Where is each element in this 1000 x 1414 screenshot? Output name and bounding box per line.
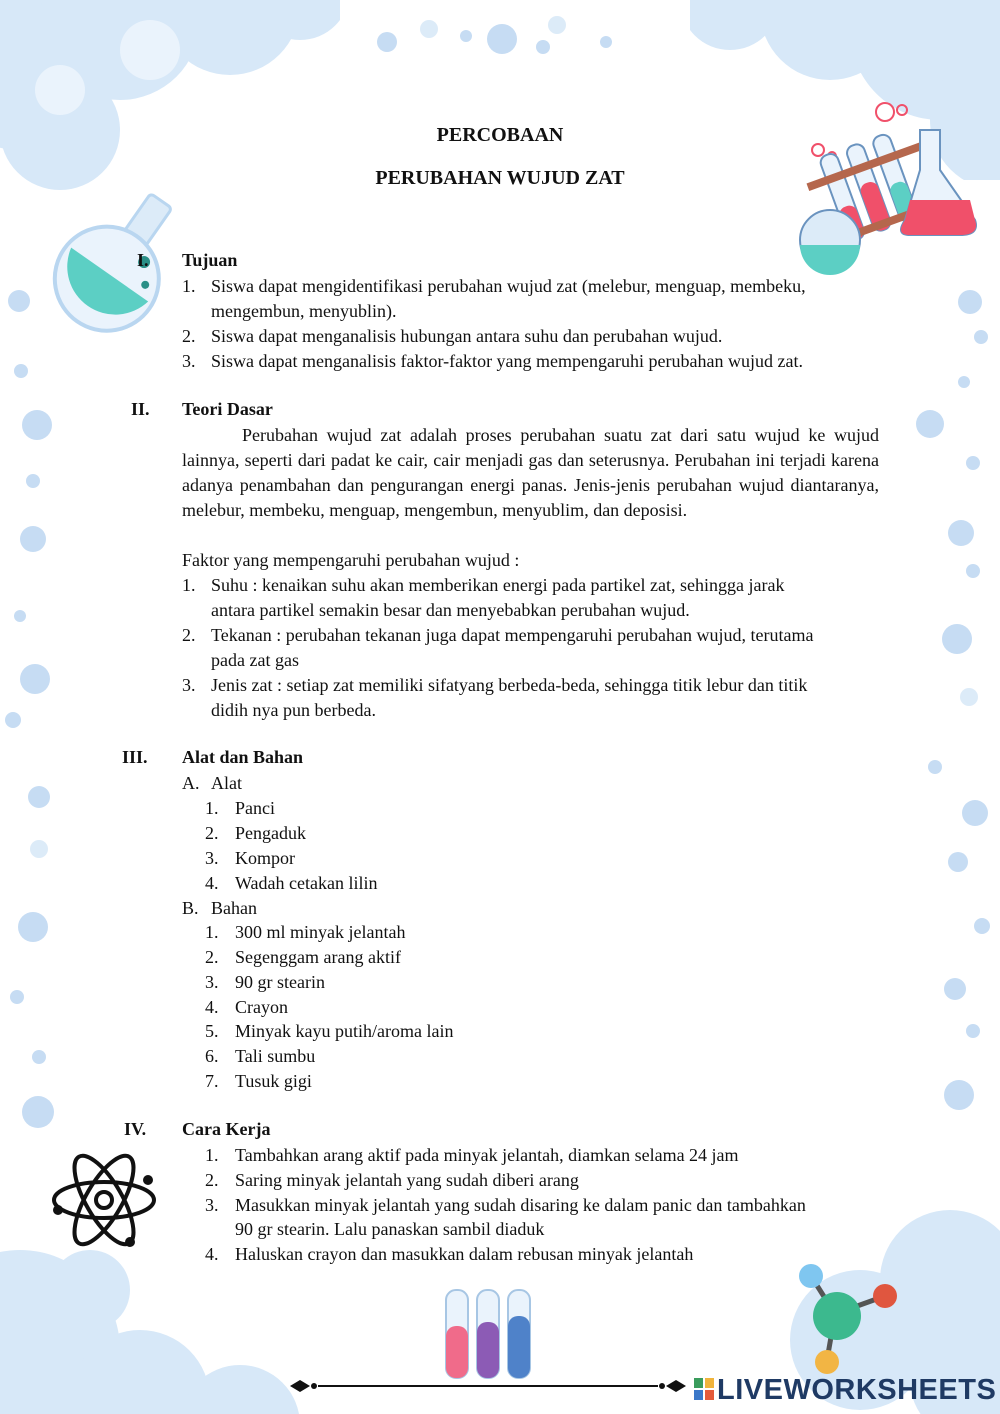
list-number: 6. bbox=[205, 1046, 219, 1066]
list-item: Siswa dapat mengidentifikasi perubahan wujud zat (melebur, menguap, membeku, bbox=[211, 276, 806, 296]
list-item: Tali sumbu bbox=[235, 1046, 316, 1066]
list-number: 2. bbox=[205, 947, 219, 967]
list-item: Suhu : kenaikan suhu akan memberikan energi pada partikel zat, sehingga jarak bbox=[211, 575, 785, 595]
document-title: PERCOBAAN bbox=[436, 124, 564, 146]
list-number: 3. bbox=[205, 1195, 219, 1215]
list-item: antara partikel semakin besar dan menyebabkan perubahan wujud. bbox=[211, 600, 690, 620]
list-number: 2. bbox=[205, 823, 219, 843]
subsection-label-alat: Alat bbox=[211, 773, 242, 793]
list-item: Kompor bbox=[235, 848, 295, 868]
list-number: 3. bbox=[205, 848, 219, 868]
document-subtitle: PERUBAHAN WUJUD ZAT bbox=[375, 167, 625, 189]
list-number: 2. bbox=[182, 326, 196, 346]
list-number: 4. bbox=[205, 997, 219, 1017]
list-number: 1. bbox=[205, 922, 219, 942]
list-number: 3. bbox=[182, 351, 196, 371]
atom-illustration bbox=[48, 1140, 160, 1260]
teori-paragraph: Perubahan wujud zat adalah proses perubahan suatu zat dari satu wujud ke wujud lainnya, seperti dari padat ke cair, cair menjadi gas dan seterusnya. Perubahan ini terjadi karena adanya penambahan dan pengurangan energi panas. Jenis-jenis perubahan wujud diantaranya, melebur, membeku, menguap, mengembun, menyublim, dan deposisi. bbox=[182, 425, 879, 520]
list-item: 300 ml minyak jelantah bbox=[235, 922, 406, 942]
section-heading-alat-bahan: Alat dan Bahan bbox=[182, 747, 304, 767]
list-item: Panci bbox=[235, 798, 275, 818]
list-item: Siswa dapat menganalisis faktor-faktor yang mempengaruhi perubahan wujud zat. bbox=[211, 351, 803, 371]
list-item: Segenggam arang aktif bbox=[235, 947, 401, 967]
section-number-iii: III. bbox=[122, 747, 148, 767]
section-heading-tujuan: Tujuan bbox=[182, 250, 238, 270]
list-item: Tambahkan arang aktif pada minyak jelantah, diamkan selama 24 jam bbox=[235, 1145, 739, 1165]
list-item: mengembun, menyublin). bbox=[211, 301, 397, 321]
section-number-iv: IV. bbox=[124, 1119, 147, 1139]
liveworksheets-logo-icon bbox=[694, 1378, 714, 1400]
liveworksheets-watermark: LIVEWORKSHEETS bbox=[717, 1374, 997, 1406]
list-number: 4. bbox=[205, 873, 219, 893]
test-tubes-illustration bbox=[440, 1286, 536, 1382]
list-item: 90 gr stearin. Lalu panaskan sambil diaduk bbox=[235, 1219, 545, 1239]
list-item: Wadah cetakan lilin bbox=[235, 873, 378, 893]
ornament-divider bbox=[288, 1376, 688, 1396]
list-item: didih nya pun berbeda. bbox=[211, 700, 376, 720]
list-item: Siswa dapat menganalisis hubungan antara suhu dan perubahan wujud. bbox=[211, 326, 723, 346]
section-number-i: I. bbox=[137, 250, 149, 270]
section-heading-teori-dasar: Teori Dasar bbox=[182, 399, 273, 419]
subsection-letter-b: B. bbox=[182, 898, 199, 918]
list-number: 2. bbox=[182, 625, 196, 645]
molecule-illustration bbox=[795, 1262, 915, 1382]
list-item: Saring minyak jelantah yang sudah diberi arang bbox=[235, 1170, 579, 1190]
list-number: 3. bbox=[205, 972, 219, 992]
list-item: Haluskan crayon dan masukkan dalam rebusan minyak jelantah bbox=[235, 1244, 694, 1264]
list-number: 1. bbox=[182, 575, 196, 595]
list-number: 1. bbox=[182, 276, 196, 296]
subsection-letter-a: A. bbox=[182, 773, 200, 793]
section-heading-cara-kerja: Cara Kerja bbox=[182, 1119, 271, 1139]
list-item: Minyak kayu putih/aroma lain bbox=[235, 1021, 454, 1041]
list-number: 4. bbox=[205, 1244, 219, 1264]
round-flask-illustration bbox=[50, 185, 180, 335]
factors-intro: Faktor yang mempengaruhi perubahan wujud : bbox=[182, 550, 520, 570]
list-number: 1. bbox=[205, 1145, 219, 1165]
list-item: Crayon bbox=[235, 997, 288, 1017]
list-item: Masukkan minyak jelantah yang sudah disaring ke dalam panic dan tambahkan bbox=[235, 1195, 806, 1215]
list-number: 3. bbox=[182, 675, 196, 695]
list-number: 2. bbox=[205, 1170, 219, 1190]
list-item: Tusuk gigi bbox=[235, 1071, 312, 1091]
section-number-ii: II. bbox=[131, 399, 150, 419]
list-item: Jenis zat : setiap zat memiliki sifatyang berbeda-beda, sehingga titik lebur dan titik bbox=[211, 675, 808, 695]
list-item: 90 gr stearin bbox=[235, 972, 325, 992]
subsection-label-bahan: Bahan bbox=[211, 898, 257, 918]
list-item: pada zat gas bbox=[211, 650, 299, 670]
list-number: 7. bbox=[205, 1071, 219, 1091]
list-item: Pengaduk bbox=[235, 823, 306, 843]
list-number: 5. bbox=[205, 1021, 219, 1041]
list-item: Tekanan : perubahan tekanan juga dapat mempengaruhi perubahan wujud, terutama bbox=[211, 625, 814, 645]
list-number: 1. bbox=[205, 798, 219, 818]
